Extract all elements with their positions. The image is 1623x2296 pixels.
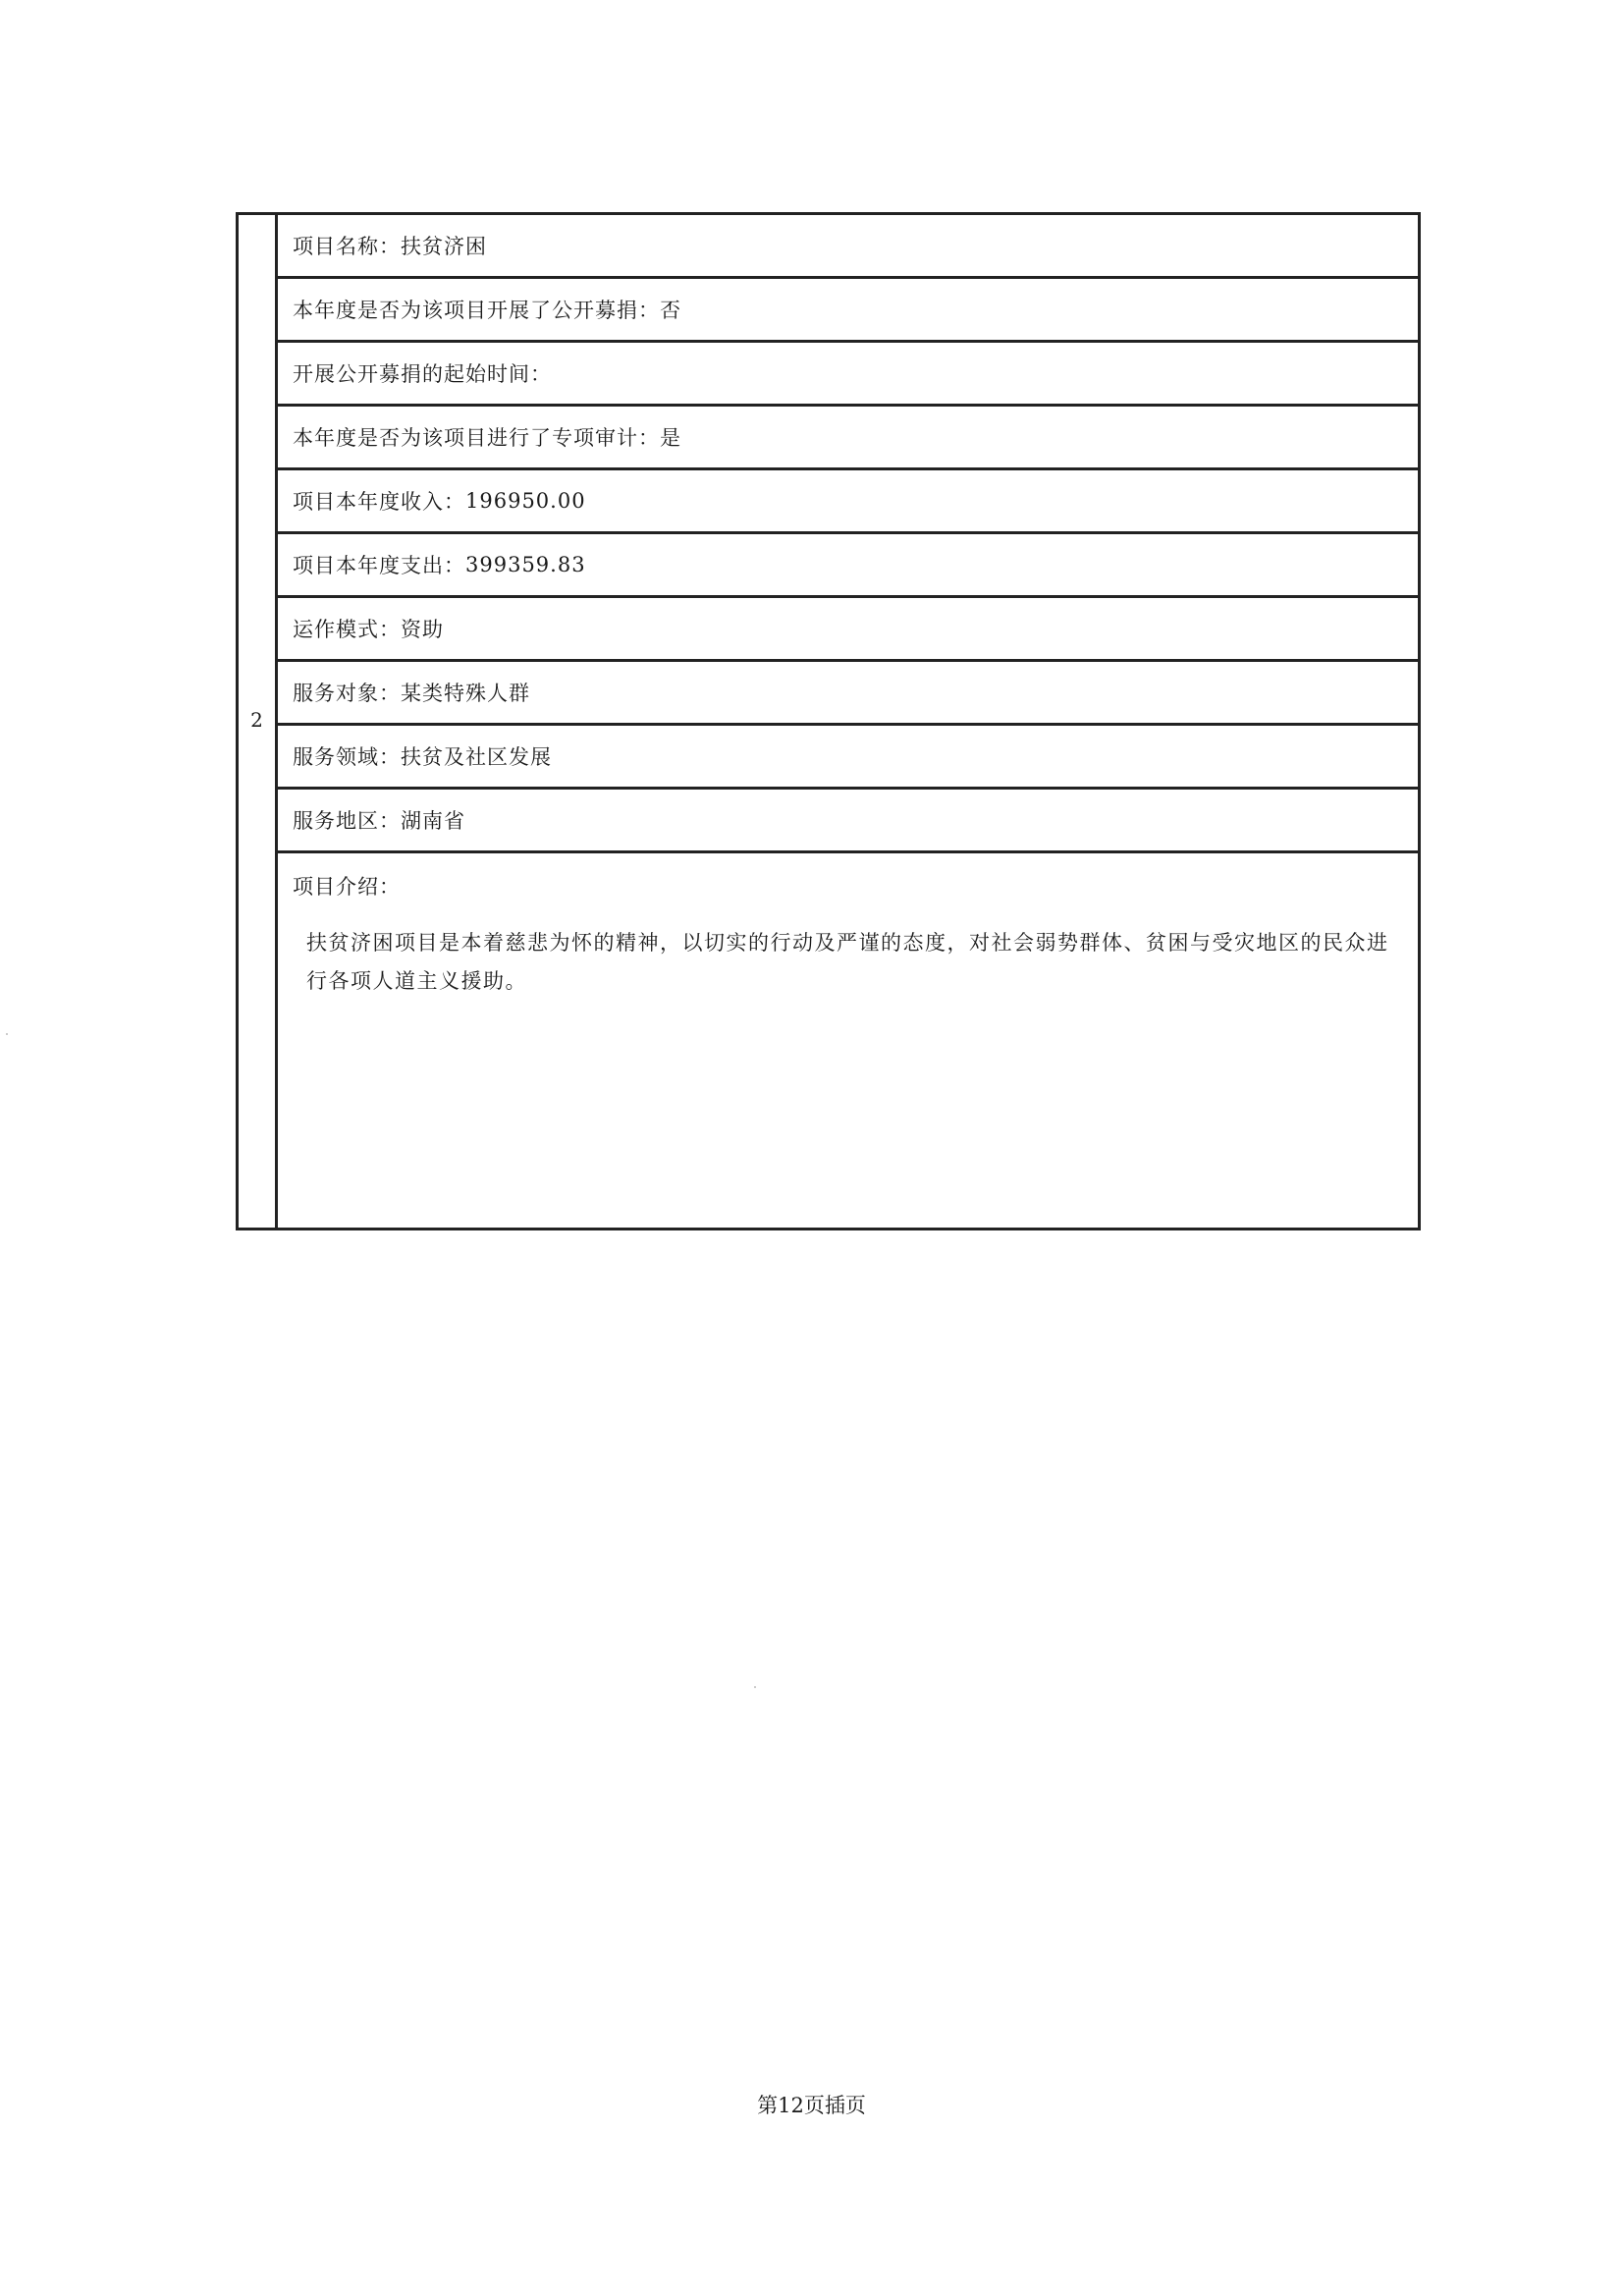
row-annual-expense bbox=[278, 534, 1418, 598]
row-value: 某类特殊人群 bbox=[401, 682, 530, 705]
record-index: 2 bbox=[250, 707, 263, 732]
row-label: 服务领域： bbox=[293, 745, 401, 769]
row-annual-income bbox=[278, 470, 1418, 534]
row-label: 开展公开募捐的起始时间： bbox=[293, 362, 552, 386]
row-label: 本年度是否为该项目开展了公开募捐： bbox=[293, 299, 660, 322]
row-label: 服务对象： bbox=[293, 682, 401, 705]
row-label: 服务地区： bbox=[293, 809, 401, 833]
row-value: 196950.00 bbox=[465, 489, 586, 513]
record-index-cell bbox=[239, 215, 278, 1228]
row-value: 资助 bbox=[401, 618, 444, 641]
row-value: 399359.83 bbox=[465, 553, 586, 576]
row-label: 本年度是否为该项目进行了专项审计： bbox=[293, 426, 660, 450]
row-label: 项目本年度收入： bbox=[293, 490, 465, 514]
project-intro-cell bbox=[278, 853, 1418, 1228]
row-fundraising-start-time bbox=[278, 343, 1418, 407]
row-value: 否 bbox=[660, 299, 681, 322]
intro-text: 扶贫济困项目是本着慈悲为怀的精神，以切实的行动及严谨的态度，对社会弱势群体、贫困与受灾地区的民众进行各项人道主义援助。 bbox=[306, 931, 1389, 993]
scan-speck bbox=[6, 1033, 8, 1035]
row-service-field bbox=[278, 726, 1418, 790]
intro-label: 项目介绍： bbox=[293, 875, 401, 899]
record-rows bbox=[278, 215, 1418, 1228]
row-label: 项目本年度支出： bbox=[293, 554, 465, 577]
row-operation-mode bbox=[278, 598, 1418, 662]
row-service-target bbox=[278, 662, 1418, 726]
row-value: 是 bbox=[660, 426, 681, 450]
row-value: 扶贫及社区发展 bbox=[401, 745, 552, 769]
row-label: 项目名称： bbox=[293, 235, 401, 258]
page-number-label: 第12页插页 bbox=[757, 2094, 866, 2117]
row-value: 湖南省 bbox=[401, 809, 465, 833]
row-service-region bbox=[278, 790, 1418, 853]
project-record-table bbox=[236, 212, 1421, 1230]
row-public-fundraising bbox=[278, 279, 1418, 343]
row-project-name bbox=[278, 215, 1418, 279]
page-footer bbox=[0, 2090, 1623, 2119]
row-special-audit bbox=[278, 407, 1418, 470]
row-value: 扶贫济困 bbox=[401, 235, 487, 258]
scan-speck bbox=[754, 1686, 756, 1688]
row-label: 运作模式： bbox=[293, 618, 401, 641]
